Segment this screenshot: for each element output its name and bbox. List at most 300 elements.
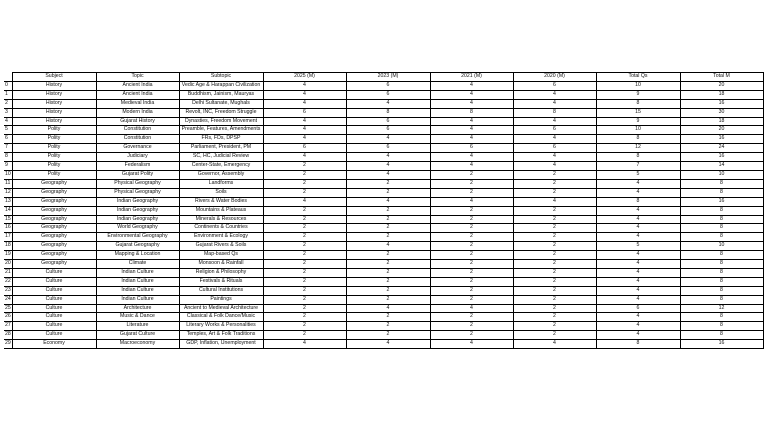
total-marks-cell: 12: [680, 304, 763, 313]
topic-cell: Literature: [96, 322, 179, 331]
topic-cell: Constitution: [96, 126, 179, 135]
row-index: 7: [4, 144, 12, 153]
subtopic-cell: Rivers & Water Bodies: [179, 197, 263, 206]
marks-2021-cell: 2: [430, 268, 513, 277]
topic-cell: Indian Culture: [96, 286, 179, 295]
header-row: [4, 73, 763, 82]
table-row: [4, 162, 763, 171]
row-index: 11: [4, 179, 12, 188]
topic-cell: Music & Dance: [96, 313, 179, 322]
marks-2021-cell: 6: [430, 144, 513, 153]
marks-2021-cell: 2: [430, 188, 513, 197]
subtopic-cell: Vedic Age & Harappan Civilization: [179, 81, 263, 90]
marks-2021-cell: 8: [430, 108, 513, 117]
subject-cell: History: [12, 99, 96, 108]
topic-cell: Constitution: [96, 135, 179, 144]
topic-cell: Federalism: [96, 162, 179, 171]
marks-2020-cell: 2: [513, 313, 596, 322]
marks-2021-cell: 2: [430, 277, 513, 286]
row-index: 22: [4, 277, 12, 286]
row-index: 28: [4, 331, 12, 340]
row-index: 8: [4, 153, 12, 162]
marks-2025-cell: 6: [263, 144, 346, 153]
marks-2025-cell: 2: [263, 268, 346, 277]
table-row: [4, 153, 763, 162]
marks-2021-cell: 2: [430, 260, 513, 269]
marks-2025-cell: 2: [263, 313, 346, 322]
marks-2021-cell: 2: [430, 179, 513, 188]
marks-2021-cell: 2: [430, 206, 513, 215]
marks-2025-cell: 2: [263, 233, 346, 242]
topic-cell: Indian Geography: [96, 197, 179, 206]
table-row: [4, 304, 763, 313]
marks-2023-cell: 4: [346, 242, 430, 251]
marks-2025-cell: 6: [263, 108, 346, 117]
row-index: 1: [4, 90, 12, 99]
marks-2020-cell: 2: [513, 295, 596, 304]
table-row: [4, 251, 763, 260]
total-questions-cell: 4: [596, 233, 680, 242]
marks-2020-cell: 2: [513, 331, 596, 340]
subject-cell: Geography: [12, 188, 96, 197]
table-row: [4, 277, 763, 286]
subject-cell: Geography: [12, 233, 96, 242]
marks-2020-cell: 6: [513, 81, 596, 90]
marks-2023-cell: 4: [346, 162, 430, 171]
marks-2021-cell: 2: [430, 215, 513, 224]
table-row: [4, 331, 763, 340]
total-marks-cell: 30: [680, 108, 763, 117]
marks-2025-cell: 4: [263, 153, 346, 162]
topic-header: Topic: [96, 73, 179, 82]
total-questions-cell: 4: [596, 188, 680, 197]
marks-2020-cell: 2: [513, 233, 596, 242]
marks-2020-cell: 4: [513, 153, 596, 162]
marks-2023-cell: 4: [346, 153, 430, 162]
marks-2025-cell: 2: [263, 286, 346, 295]
topic-cell: Judiciary: [96, 153, 179, 162]
subtopic-cell: Environment & Ecology: [179, 233, 263, 242]
marks-2020-cell: 2: [513, 304, 596, 313]
marks-2025-cell: 4: [263, 197, 346, 206]
row-index: 13: [4, 197, 12, 206]
total-questions-cell: 4: [596, 251, 680, 260]
topic-cell: Modern India: [96, 108, 179, 117]
marks-2020-cell: 4: [513, 135, 596, 144]
topic-cell: World Geography: [96, 224, 179, 233]
subject-cell: Culture: [12, 313, 96, 322]
topic-cell: Indian Geography: [96, 215, 179, 224]
total-marks-cell: 8: [680, 331, 763, 340]
marks-2021-cell: 4: [430, 197, 513, 206]
marks-2025-cell: 2: [263, 242, 346, 251]
marks-2023-cell: 2: [346, 260, 430, 269]
marks-2023-cell: 2: [346, 277, 430, 286]
topic-cell: Macroeconomy: [96, 340, 179, 349]
marks-2023-cell: 2: [346, 224, 430, 233]
subject-cell: Economy: [12, 340, 96, 349]
marks-2020-cell: 2: [513, 260, 596, 269]
marks-2021-cell: 2: [430, 295, 513, 304]
table-body: [4, 81, 763, 348]
marks-2025-cell: 2: [263, 215, 346, 224]
total-marks-cell: 18: [680, 90, 763, 99]
row-index: 18: [4, 242, 12, 251]
subtopic-cell: Governor, Assembly: [179, 170, 263, 179]
row-index: 25: [4, 304, 12, 313]
total-marks-cell: 8: [680, 268, 763, 277]
marks-2025-cell: 4: [263, 135, 346, 144]
subtopic-cell: Monsoon & Rainfall: [179, 260, 263, 269]
marks-2020-cell: 2: [513, 242, 596, 251]
marks-2025-cell: 4: [263, 99, 346, 108]
marks-2020-cell: 2: [513, 322, 596, 331]
total-questions-cell: 12: [596, 144, 680, 153]
marks-2021-cell: 4: [430, 153, 513, 162]
topic-cell: Architecture: [96, 304, 179, 313]
total-questions-cell: 8: [596, 340, 680, 349]
row-index: 26: [4, 313, 12, 322]
marks-2025-cell: 2: [263, 331, 346, 340]
marks-2023-cell: 2: [346, 313, 430, 322]
marks-2020-cell: 4: [513, 340, 596, 349]
table-row: [4, 242, 763, 251]
topic-cell: Climate: [96, 260, 179, 269]
topic-cell: Gujarat Polity: [96, 170, 179, 179]
marks-2023-cell: 2: [346, 188, 430, 197]
subject-cell: History: [12, 108, 96, 117]
marks-2025-cell: 2: [263, 179, 346, 188]
marks-2021-cell: 2: [430, 331, 513, 340]
marks-2023-cell: 2: [346, 179, 430, 188]
table-row: [4, 295, 763, 304]
marks-2020-cell: 2: [513, 268, 596, 277]
marks-2025-cell: 2: [263, 251, 346, 260]
total-marks-cell: 8: [680, 286, 763, 295]
marks-2023-cell: 4: [346, 197, 430, 206]
total-questions-cell: 4: [596, 277, 680, 286]
marks-2021-cell: 4: [430, 162, 513, 171]
table-row: [4, 322, 763, 331]
table-row: [4, 260, 763, 269]
subject-cell: History: [12, 90, 96, 99]
subtopic-cell: Continents & Countries: [179, 224, 263, 233]
topic-cell: Governance: [96, 144, 179, 153]
topic-cell: Gujarat History: [96, 117, 179, 126]
row-index: 23: [4, 286, 12, 295]
subtopic-cell: Paintings: [179, 295, 263, 304]
row-index: 14: [4, 206, 12, 215]
marks-2021-header: 2021 (M): [430, 73, 513, 82]
table-row: [4, 197, 763, 206]
total-questions-cell: 5: [596, 170, 680, 179]
marks-2025-cell: 2: [263, 295, 346, 304]
marks-2025-cell: 4: [263, 81, 346, 90]
subject-cell: Geography: [12, 179, 96, 188]
total-questions-cell: 7: [596, 162, 680, 171]
marks-2025-cell: 4: [263, 90, 346, 99]
total-questions-cell: 4: [596, 224, 680, 233]
marks-2023-cell: 4: [346, 340, 430, 349]
subtopic-cell: Buddhism, Jainism, Mauryas: [179, 90, 263, 99]
subject-cell: Polity: [12, 162, 96, 171]
total-marks-cell: 8: [680, 260, 763, 269]
marks-2025-cell: 4: [263, 340, 346, 349]
table-row: [4, 215, 763, 224]
row-index: 15: [4, 215, 12, 224]
marks-2021-cell: 2: [430, 251, 513, 260]
subject-cell: Polity: [12, 126, 96, 135]
table-row: [4, 90, 763, 99]
marks-2020-cell: 2: [513, 251, 596, 260]
marks-2023-cell: 2: [346, 206, 430, 215]
marks-2020-cell: 2: [513, 179, 596, 188]
total-questions-cell: 8: [596, 153, 680, 162]
marks-2025-cell: 4: [263, 117, 346, 126]
marks-2020-header: 2020 (M): [513, 73, 596, 82]
total-marks-cell: 16: [680, 99, 763, 108]
marks-2025-cell: 2: [263, 322, 346, 331]
total-questions-cell: 4: [596, 331, 680, 340]
row-index: 0: [4, 81, 12, 90]
total-questions-cell: 9: [596, 117, 680, 126]
marks-2020-cell: 4: [513, 162, 596, 171]
subtopic-cell: Dynasties, Freedom Movement: [179, 117, 263, 126]
row-index: 20: [4, 260, 12, 269]
table-row: [4, 179, 763, 188]
subject-cell: History: [12, 81, 96, 90]
marks-2023-cell: 6: [346, 90, 430, 99]
marks-2020-cell: 2: [513, 286, 596, 295]
marks-2020-cell: 8: [513, 108, 596, 117]
row-index: 19: [4, 251, 12, 260]
total-marks-cell: 8: [680, 251, 763, 260]
total-marks-cell: 8: [680, 233, 763, 242]
marks-2020-cell: 4: [513, 197, 596, 206]
marks-2020-cell: 2: [513, 188, 596, 197]
subtopic-cell: GDP, Inflation, Unemployment: [179, 340, 263, 349]
subtopic-cell: Map-based Qs: [179, 251, 263, 260]
topic-cell: Indian Culture: [96, 277, 179, 286]
subtopic-cell: Landforms: [179, 179, 263, 188]
subtopic-header: Subtopic: [179, 73, 263, 82]
total-marks-cell: 8: [680, 188, 763, 197]
total-marks-cell: 10: [680, 170, 763, 179]
total-marks-cell: 8: [680, 179, 763, 188]
marks-2025-cell: 2: [263, 206, 346, 215]
table-row: [4, 108, 763, 117]
row-index: 24: [4, 295, 12, 304]
row-index: 9: [4, 162, 12, 171]
marks-2025-cell: 2: [263, 224, 346, 233]
marks-2020-cell: 4: [513, 117, 596, 126]
marks-2023-cell: 2: [346, 215, 430, 224]
total-questions-cell: 4: [596, 313, 680, 322]
total-marks-cell: 8: [680, 295, 763, 304]
row-index: 4: [4, 117, 12, 126]
marks-2021-cell: 4: [430, 135, 513, 144]
subtopic-cell: FRs, FDs, DPSP: [179, 135, 263, 144]
subject-cell: Geography: [12, 215, 96, 224]
table-row: [4, 313, 763, 322]
table-row: [4, 144, 763, 153]
marks-2020-cell: 4: [513, 99, 596, 108]
subtopic-cell: Cultural Institutions: [179, 286, 263, 295]
total-marks-cell: 16: [680, 197, 763, 206]
topic-cell: Indian Culture: [96, 295, 179, 304]
total-questions-cell: 4: [596, 215, 680, 224]
topic-cell: Gujarat Culture: [96, 331, 179, 340]
total-questions-cell: 9: [596, 90, 680, 99]
total-marks-cell: 20: [680, 126, 763, 135]
total-questions-cell: 6: [596, 304, 680, 313]
total-questions-cell: 8: [596, 99, 680, 108]
row-index: 12: [4, 188, 12, 197]
marks-2020-cell: 4: [513, 90, 596, 99]
subject-cell: Geography: [12, 224, 96, 233]
index-header: [4, 73, 12, 82]
subtopic-cell: Classical & Folk Dance/Music: [179, 313, 263, 322]
subject-cell: Culture: [12, 304, 96, 313]
subtopic-cell: Preamble, Features, Amendments: [179, 126, 263, 135]
marks-2021-cell: 4: [430, 340, 513, 349]
marks-2020-cell: 2: [513, 224, 596, 233]
marks-2023-cell: 4: [346, 170, 430, 179]
subject-cell: Culture: [12, 322, 96, 331]
topic-cell: Environmental Geography: [96, 233, 179, 242]
marks-2021-cell: 4: [430, 117, 513, 126]
total-marks-cell: 8: [680, 224, 763, 233]
table-row: [4, 126, 763, 135]
subject-cell: Geography: [12, 197, 96, 206]
subtopic-cell: Religion & Philosophy: [179, 268, 263, 277]
marks-2023-cell: 6: [346, 126, 430, 135]
total-marks-cell: 20: [680, 81, 763, 90]
table-row: [4, 135, 763, 144]
marks-2025-cell: 4: [263, 126, 346, 135]
marks-2023-cell: 8: [346, 108, 430, 117]
marks-2025-cell: 2: [263, 162, 346, 171]
total-questions-cell: 8: [596, 197, 680, 206]
row-index: 10: [4, 170, 12, 179]
row-index: 2: [4, 99, 12, 108]
marks-2023-cell: 2: [346, 251, 430, 260]
marks-2020-cell: 6: [513, 144, 596, 153]
table-row: [4, 117, 763, 126]
total-questions-cell: 4: [596, 268, 680, 277]
row-index: 21: [4, 268, 12, 277]
marks-2021-cell: 2: [430, 286, 513, 295]
subtopic-cell: Parliament, President, PM: [179, 144, 263, 153]
total-questions-cell: 10: [596, 126, 680, 135]
topic-cell: Ancient India: [96, 90, 179, 99]
total-marks-cell: 8: [680, 206, 763, 215]
subject-cell: Geography: [12, 242, 96, 251]
subject-header: Subject: [12, 73, 96, 82]
marks-2021-cell: 4: [430, 304, 513, 313]
row-index: 29: [4, 340, 12, 349]
marks-2023-cell: 2: [346, 233, 430, 242]
marks-2021-cell: 2: [430, 170, 513, 179]
table-row: [4, 268, 763, 277]
marks-2021-cell: 2: [430, 322, 513, 331]
subject-cell: Polity: [12, 153, 96, 162]
table-row: [4, 170, 763, 179]
subtopic-cell: Festivals & Rituals: [179, 277, 263, 286]
marks-2020-cell: 6: [513, 126, 596, 135]
total-marks-cell: 18: [680, 117, 763, 126]
total-marks-cell: 16: [680, 340, 763, 349]
table-row: [4, 340, 763, 349]
subject-cell: Geography: [12, 251, 96, 260]
subject-cell: Polity: [12, 135, 96, 144]
total-questions-cell: 4: [596, 295, 680, 304]
row-index: 27: [4, 322, 12, 331]
table-row: [4, 188, 763, 197]
total-marks-cell: 16: [680, 135, 763, 144]
subtopic-cell: Temples, Art & Folk Traditions: [179, 331, 263, 340]
marks-2021-cell: 4: [430, 90, 513, 99]
marks-2025-cell: 2: [263, 277, 346, 286]
topic-cell: Ancient India: [96, 81, 179, 90]
subject-cell: History: [12, 117, 96, 126]
marks-2025-cell: 2: [263, 304, 346, 313]
total-marks-cell: 8: [680, 313, 763, 322]
total-marks-cell: 10: [680, 242, 763, 251]
subtopic-cell: Delhi Sultanate, Mughals: [179, 99, 263, 108]
marks-2025-header: 2025 (M): [263, 73, 346, 82]
topic-cell: Indian Geography: [96, 206, 179, 215]
total-marks-cell: 24: [680, 144, 763, 153]
topic-cell: Gujarat Geography: [96, 242, 179, 251]
subtopic-cell: Gujarat Rivers & Soils: [179, 242, 263, 251]
subtopic-cell: Literary Works & Personalities: [179, 322, 263, 331]
subject-cell: Culture: [12, 268, 96, 277]
subject-cell: Culture: [12, 277, 96, 286]
total-marks-cell: 8: [680, 215, 763, 224]
subtopic-cell: Ancient to Medieval Architecture: [179, 304, 263, 313]
marks-2021-cell: 2: [430, 224, 513, 233]
row-index: 17: [4, 233, 12, 242]
total-questions-cell: 4: [596, 322, 680, 331]
marks-2021-cell: 2: [430, 233, 513, 242]
marks-2020-cell: 2: [513, 277, 596, 286]
total-marks-cell: 8: [680, 277, 763, 286]
subject-cell: Polity: [12, 144, 96, 153]
marks-2021-cell: 2: [430, 242, 513, 251]
total-questions-cell: 4: [596, 179, 680, 188]
subtopic-cell: Mountains & Plateaus: [179, 206, 263, 215]
marks-2023-header: 2023 (M): [346, 73, 430, 82]
total-questions-cell: 8: [596, 135, 680, 144]
marks-2023-cell: 4: [346, 135, 430, 144]
total-marks-cell: 16: [680, 153, 763, 162]
topic-cell: Mapping & Location: [96, 251, 179, 260]
table-row: [4, 81, 763, 90]
subtopic-cell: SC, HC, Judicial Review: [179, 153, 263, 162]
row-index: 6: [4, 135, 12, 144]
marks-2023-cell: 4: [346, 304, 430, 313]
subject-cell: Culture: [12, 286, 96, 295]
marks-2023-cell: 4: [346, 99, 430, 108]
row-index: 5: [4, 126, 12, 135]
total-questions-header: Total Qs: [596, 73, 680, 82]
syllabus-weightage-table: [4, 72, 764, 349]
topic-cell: Medieval India: [96, 99, 179, 108]
total-questions-cell: 4: [596, 206, 680, 215]
marks-2023-cell: 6: [346, 144, 430, 153]
marks-2023-cell: 2: [346, 268, 430, 277]
